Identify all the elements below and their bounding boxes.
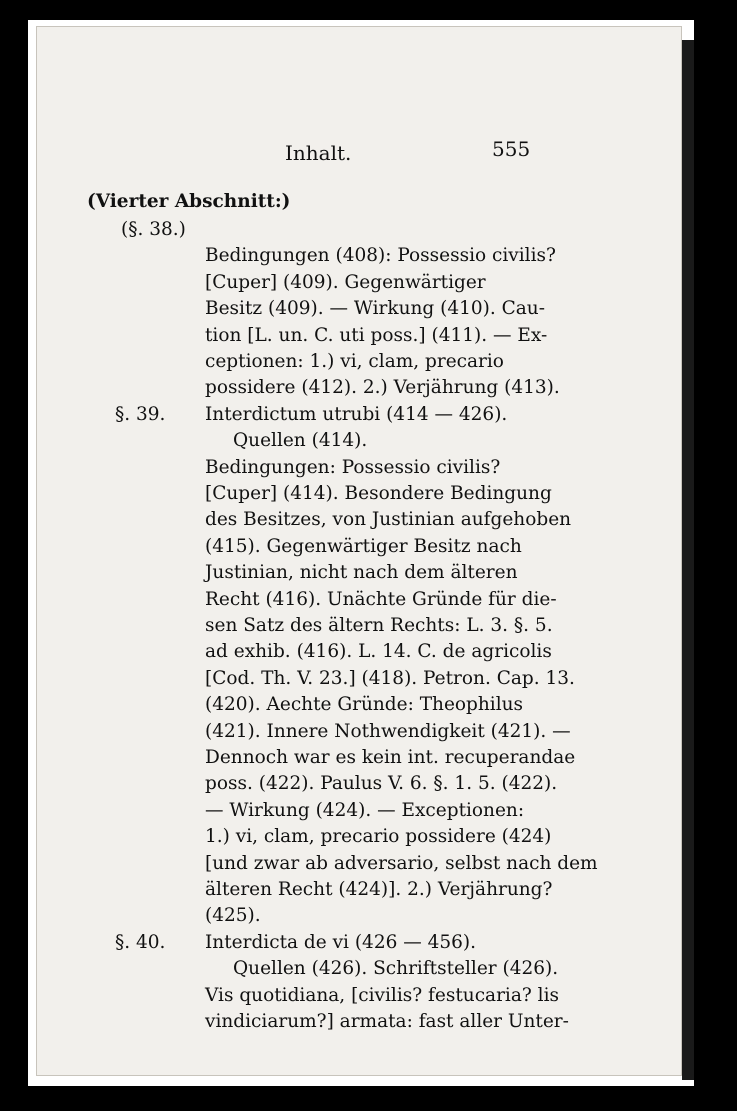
toc-line: Quellen (426). Schriftsteller (426). xyxy=(233,958,559,980)
toc-line: possidere (412). 2.) Verjährung (413). xyxy=(205,377,560,399)
section-marker: §. 39. xyxy=(115,403,166,425)
toc-line: Interdictum utrubi (414 — 426). xyxy=(205,403,508,425)
toc-line: älteren Recht (424)]. 2.) Verjährung? xyxy=(205,879,553,900)
toc-line: Recht (416). Unächte Gründe für die- xyxy=(205,588,557,610)
toc-line: 1.) vi, clam, precario possidere (424) xyxy=(205,826,552,848)
toc-line: poss. (422). Paulus V. 6. §. 1. 5. (422). xyxy=(205,773,558,795)
toc-line: [Cuper] (409). Gegenwärtiger xyxy=(205,271,486,293)
toc-line: Justinian, nicht nach dem älteren xyxy=(205,562,518,584)
toc-line: Interdicta de vi (426 — 456). xyxy=(205,931,477,953)
toc-line: ceptionen: 1.) vi, clam, precario xyxy=(205,351,504,372)
toc-line: Besitz (409). — Wirkung (410). Cau- xyxy=(205,298,545,320)
toc-line: (415). Gegenwärtiger Besitz nach xyxy=(205,535,522,557)
toc-line: tion [L. un. C. uti poss.] (411). — Ex- xyxy=(205,324,548,346)
toc-line: [Cuper] (414). Besondere Bedingung xyxy=(205,483,552,504)
book-page xyxy=(36,26,682,1076)
toc-line: (421). Innere Nothwendigkeit (421). — xyxy=(205,720,571,742)
toc-line: [Cod. Th. V. 23.] (418). Petron. Cap. 13. xyxy=(205,667,575,689)
toc-line: Dennoch war es kein int. recuperandae xyxy=(205,747,576,768)
page-edge-shadow xyxy=(682,40,694,1080)
toc-line: [und zwar ab adversario, selbst nach dem xyxy=(205,852,598,874)
section-marker: §. 40. xyxy=(115,931,166,953)
toc-line: ad exhib. (416). L. 14. C. de agricolis xyxy=(205,641,552,663)
toc-line: sen Satz des ältern Rechts: L. 3. §. 5. xyxy=(205,615,553,636)
toc-line: vindiciarum?] armata: fast aller Unter- xyxy=(205,1011,569,1032)
toc-line: — Wirkung (424). — Exceptionen: xyxy=(205,799,525,821)
section-heading: (Vierter Abschnitt:) xyxy=(87,191,291,212)
toc-line: des Besitzes, von Justinian aufgehoben xyxy=(205,509,572,531)
toc-line: Bedingungen (408): Possessio civilis? xyxy=(205,245,556,267)
toc-line: (425). xyxy=(205,905,261,927)
section-marker: (§. 38.) xyxy=(121,219,186,240)
page-number: 555 xyxy=(492,137,531,161)
toc-line: Vis quotidiana, [civilis? festucaria? lis xyxy=(205,984,560,1006)
toc-line: (420). Aechte Gründe: Theophilus xyxy=(205,694,524,716)
toc-line: Bedingungen: Possessio civilis? xyxy=(205,456,501,478)
running-title: Inhalt. xyxy=(285,141,352,165)
toc-line: Quellen (414). xyxy=(233,430,368,452)
